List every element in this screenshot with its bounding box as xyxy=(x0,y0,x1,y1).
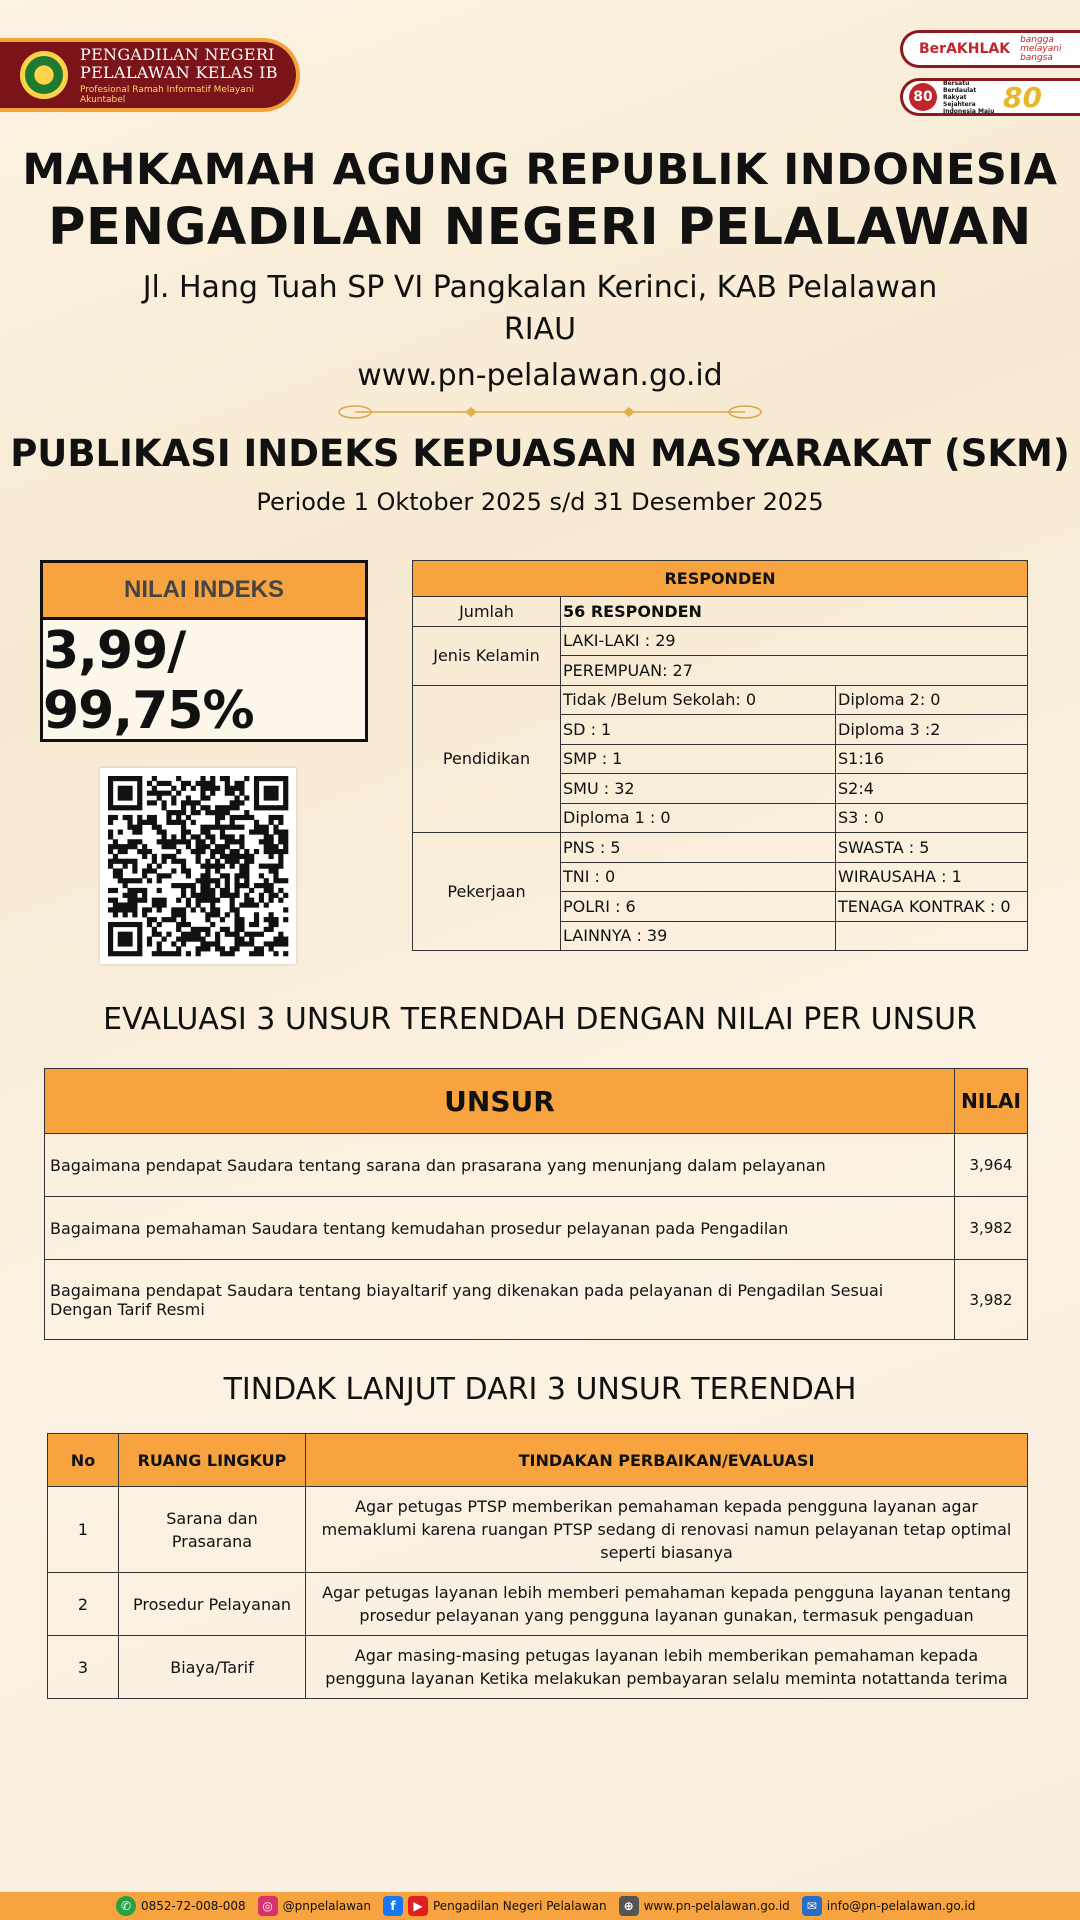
nilai-cell: 3,982 xyxy=(955,1197,1028,1260)
col-no: No xyxy=(48,1434,119,1487)
col-scope: RUANG LINGKUP xyxy=(119,1434,306,1487)
education-cell: Tidak /Belum Sekolah: 0 xyxy=(561,685,836,715)
education-cell: Diploma 3 :2 xyxy=(836,715,1028,745)
education-cell: Diploma 2: 0 xyxy=(836,685,1028,715)
website: www.pn-pelalawan.go.id xyxy=(357,358,723,393)
facebook-icon: f xyxy=(383,1896,403,1916)
row-no: 2 xyxy=(48,1573,119,1636)
footer-web[interactable] xyxy=(619,1896,790,1916)
footer-bar xyxy=(0,1892,1080,1920)
evaluation-table xyxy=(44,1068,1028,1340)
badge-80-circle: 80 xyxy=(909,83,937,111)
period: Periode 1 Oktober 2025 s/d 31 Desember 2025 xyxy=(256,488,824,516)
court-name-line1: PENGADILAN NEGERI xyxy=(80,44,275,64)
gender-male: LAKI-LAKI : 29 xyxy=(561,626,1028,656)
job-cell: TNI : 0 xyxy=(561,862,836,892)
education-cell: SMU : 32 xyxy=(561,774,836,804)
footer-phone[interactable] xyxy=(116,1896,246,1916)
footer-email-text: info@pn-pelalawan.go.id xyxy=(826,1899,976,1913)
col-unsur: UNSUR xyxy=(45,1069,955,1134)
job-cell xyxy=(836,921,1028,951)
job-cell: WIRAUSAHA : 1 xyxy=(836,862,1028,892)
globe-icon: ⊕ xyxy=(619,1896,639,1916)
education-cell: S3 : 0 xyxy=(836,803,1028,833)
publication-title: PUBLIKASI INDEKS KEPUASAN MASYARAKAT (SKM) xyxy=(10,432,1070,475)
court-name-line2: PELALAWAN KELAS IB xyxy=(80,62,278,82)
row-action: Agar petugas layanan lebih memberi pemahaman kepada pengguna layanan tentang prosedur pelayanan yang pengguna layanan gunakan, termasuk pengaduan xyxy=(306,1573,1028,1636)
respondents-table xyxy=(412,560,1028,951)
job-cell: PNS : 5 xyxy=(561,833,836,863)
respondents-header: RESPONDEN xyxy=(413,561,1028,597)
row-no: 1 xyxy=(48,1487,119,1573)
nilai-cell: 3,964 xyxy=(955,1134,1028,1197)
address: Jl. Hang Tuah SP VI Pangkalan Kerinci, KAB Pelalawan xyxy=(142,270,938,305)
index-label: NILAI INDEKS xyxy=(43,563,365,620)
col-action: TINDAKAN PERBAIKAN/EVALUASI xyxy=(306,1434,1028,1487)
education-cell: SMP : 1 xyxy=(561,744,836,774)
job-cell: TENAGA KONTRAK : 0 xyxy=(836,892,1028,922)
gender-female: PEREMPUAN: 27 xyxy=(561,656,1028,686)
title-pengadilan: PENGADILAN NEGERI PELALAWAN xyxy=(48,198,1032,257)
badge-80-text: Bersatu Berdaulat Rakyat Sejahtera Indonesia Maju xyxy=(943,79,995,115)
footer-social-text: Pengadilan Negeri Pelalawan xyxy=(432,1899,607,1913)
education-cell: SD : 1 xyxy=(561,715,836,745)
whatsapp-icon: ✆ xyxy=(116,1896,136,1916)
followup-table xyxy=(47,1433,1028,1699)
instagram-icon: ◎ xyxy=(258,1896,278,1916)
education-cell: S2:4 xyxy=(836,774,1028,804)
education-cell: S1:16 xyxy=(836,744,1028,774)
mail-icon: ✉ xyxy=(802,1896,822,1916)
ornament-divider-icon xyxy=(335,402,765,422)
education-label: Pendidikan xyxy=(413,685,561,833)
berakhlak-badge xyxy=(900,30,1080,68)
jumlah-value: 56 RESPONDEN xyxy=(561,597,1028,627)
court-logo-badge xyxy=(0,42,296,108)
row-scope: Sarana dan Prasarana xyxy=(119,1487,306,1573)
nilai-cell: 3,982 xyxy=(955,1260,1028,1340)
row-no: 3 xyxy=(48,1636,119,1699)
badge-80-logo: 80 xyxy=(1003,80,1042,114)
job-cell: POLRI : 6 xyxy=(561,892,836,922)
footer-web-text: www.pn-pelalawan.go.id xyxy=(643,1899,790,1913)
footer-instagram[interactable] xyxy=(258,1896,371,1916)
index-box xyxy=(40,560,368,742)
evaluation-title: EVALUASI 3 UNSUR TERENDAH DENGAN NILAI PER UNSUR xyxy=(103,1002,977,1037)
index-value: 3,99/ 99,75% xyxy=(43,621,254,741)
unsur-cell: Bagaimana pendapat Saudara tentang biayaltarif yang dikenakan pada pelayanan di Pengadilan Sesuai Dengan Tarif Resmi xyxy=(45,1260,955,1340)
footer-social[interactable] xyxy=(383,1896,607,1916)
footer-email[interactable] xyxy=(802,1896,976,1916)
row-scope: Biaya/Tarif xyxy=(119,1636,306,1699)
education-cell: Diploma 1 : 0 xyxy=(561,803,836,833)
berakhlak-label: BerAKHLAK xyxy=(919,41,1011,57)
court-emblem-icon xyxy=(20,51,68,99)
qr-code-icon[interactable] xyxy=(100,768,296,964)
gender-label: Jenis Kelamin xyxy=(413,626,561,685)
footer-instagram-text: @pnpelalawan xyxy=(282,1899,371,1913)
job-label: Pekerjaan xyxy=(413,833,561,951)
berakhlak-sub: bangga melayani bangsa xyxy=(1020,34,1062,63)
job-cell: LAINNYA : 39 xyxy=(561,921,836,951)
independence-80-badge xyxy=(900,78,1080,116)
unsur-cell: Bagaimana pemahaman Saudara tentang kemudahan prosedur pelayanan pada Pengadilan xyxy=(45,1197,955,1260)
unsur-cell: Bagaimana pendapat Saudara tentang sarana dan prasarana yang menunjang dalam pelayanan xyxy=(45,1134,955,1197)
followup-title: TINDAK LANJUT DARI 3 UNSUR TERENDAH xyxy=(223,1372,857,1407)
footer-phone-text: 0852-72-008-008 xyxy=(141,1899,246,1913)
jumlah-label: Jumlah xyxy=(413,597,561,627)
row-scope: Prosedur Pelayanan xyxy=(119,1573,306,1636)
job-cell: SWASTA : 5 xyxy=(836,833,1028,863)
province: RIAU xyxy=(503,312,577,347)
youtube-icon: ▶ xyxy=(408,1896,428,1916)
row-action: Agar petugas PTSP memberikan pemahaman kepada pengguna layanan agar memaklumi karena ruangan PTSP sedang di renovasi namun pelayanan tetap optimal seperti biasanya xyxy=(306,1487,1028,1573)
title-mahkamah-agung: MAHKAMAH AGUNG REPUBLIK INDONESIA xyxy=(22,145,1058,195)
court-tagline: Profesional Ramah Informatif Melayani Akuntabel xyxy=(80,84,254,105)
col-nilai: NILAI xyxy=(955,1069,1028,1134)
row-action: Agar masing-masing petugas layanan lebih memberikan pemahaman kepada pengguna layanan Ketika melakukan pembayaran selalu meminta notattanda terima xyxy=(306,1636,1028,1699)
